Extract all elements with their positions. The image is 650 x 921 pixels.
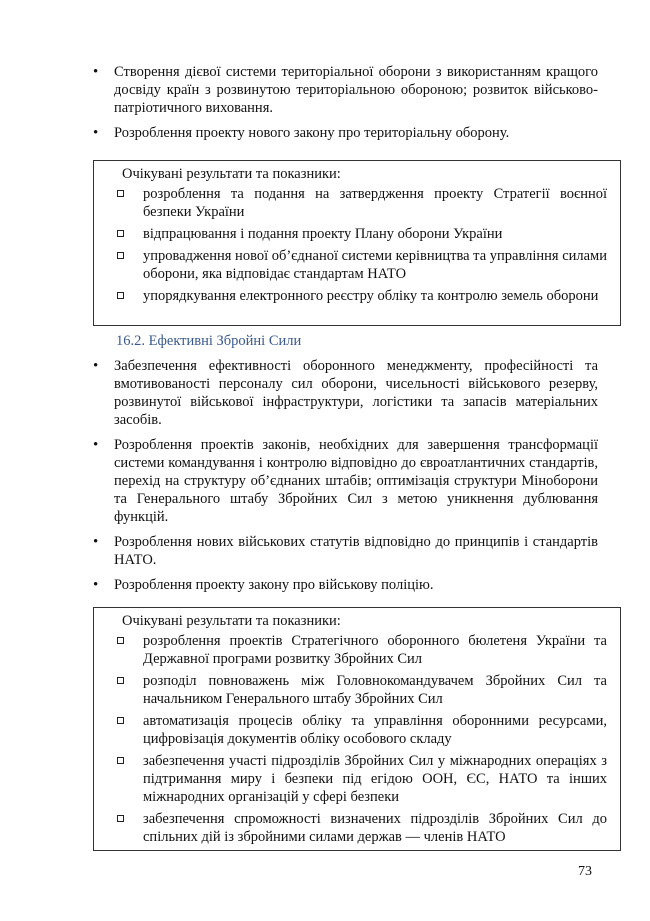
checkbox-square-icon: [117, 637, 124, 644]
result-text: розроблення та подання на затвердження проекту Стратегії воєнної безпеки України: [143, 186, 607, 220]
checkbox-square-icon: [117, 190, 124, 197]
box-title: Очікувані результати та показники:: [122, 166, 341, 182]
result-text: автоматизація процесів обліку та управління оборонними ресурсами, цифровізація документів обліку особового складу: [143, 713, 607, 747]
intro-bullet-list: [93, 63, 598, 149]
result-text: упорядкування електронного реєстру обліку та контролю земель оборони: [143, 288, 599, 304]
checkbox-square-icon: [117, 292, 124, 299]
result-item: [94, 810, 607, 846]
result-text: відпрацювання і подання проекту Плану оборони України: [143, 226, 503, 242]
bullet-item: • Забезпечення ефективності оборонного менеджменту, професійності та вмотивованості персоналу сил оборони, чисельності військового резерву, розвинутої військової інфраструктури, логістики та запасів матеріальних засобів.: [93, 357, 598, 429]
checkbox-square-icon: [117, 757, 124, 764]
result-text: розподіл повноважень між Головнокомандувачем Збройних Сил та начальником Генерального штабу Збройних Сил: [143, 673, 607, 707]
section-heading: 16.2. Ефективні Збройні Сили: [116, 333, 302, 349]
result-item: [94, 225, 607, 243]
results-list: [94, 185, 607, 305]
expected-results-box-2: [93, 607, 621, 851]
result-item: [94, 287, 607, 305]
result-item: [94, 247, 607, 283]
checkbox-square-icon: [117, 677, 124, 684]
result-item: [94, 712, 607, 748]
result-item: [94, 672, 607, 708]
bullet-item: • Розроблення проектів законів, необхідних для завершення трансформації системи командування і контролю відповідно до євроатлантичних стандартів, перехід на структуру об’єднаних штабів; оптимізація структури Міноборони та Генерального штабу Збройних Сил з метою уникнення дублювання функцій.: [93, 436, 598, 526]
result-item: [94, 632, 607, 668]
result-item: [94, 185, 607, 221]
bullet-item: • Створення дієвої системи територіальної оборони з використанням кращого досвіду країн з розвинутою територіальною обороною; розвиток військово-патріотичного виховання.: [93, 63, 598, 117]
result-item: [94, 752, 607, 806]
bullet-item: • Розроблення проекту нового закону про територіальну оборону.: [93, 124, 598, 142]
bullet-item: • Розроблення нових військових статутів відповідно до принципів і стандартів НАТО.: [93, 533, 598, 569]
page-number: 73: [578, 864, 592, 879]
expected-results-box-1: [93, 160, 621, 326]
result-text: забезпечення спроможності визначених підрозділів Збройних Сил до спільних дій із збройними силами держав — членів НАТО: [143, 811, 607, 845]
checkbox-square-icon: [117, 815, 124, 822]
box-title: Очікувані результати та показники:: [122, 613, 341, 629]
checkbox-square-icon: [117, 252, 124, 259]
bullet-item: • Розроблення проекту закону про військову поліцію.: [93, 576, 598, 594]
results-list: [94, 632, 607, 846]
checkbox-square-icon: [117, 717, 124, 724]
checkbox-square-icon: [117, 230, 124, 237]
result-text: упровадження нової об’єднаної системи керівництва та управління силами оборони, яка відповідає стандартам НАТО: [143, 248, 607, 282]
result-text: забезпечення участі підрозділів Збройних Сил у міжнародних операціях з підтримання миру і безпеки під егідою ООН, ЄС, НАТО та інших міжнародних організацій у сфері безпеки: [143, 753, 607, 805]
result-text: розроблення проектів Стратегічного оборонного бюлетеня України та Державної програми розвитку Збройних Сил: [143, 633, 607, 667]
section-bullet-list: [93, 357, 598, 601]
